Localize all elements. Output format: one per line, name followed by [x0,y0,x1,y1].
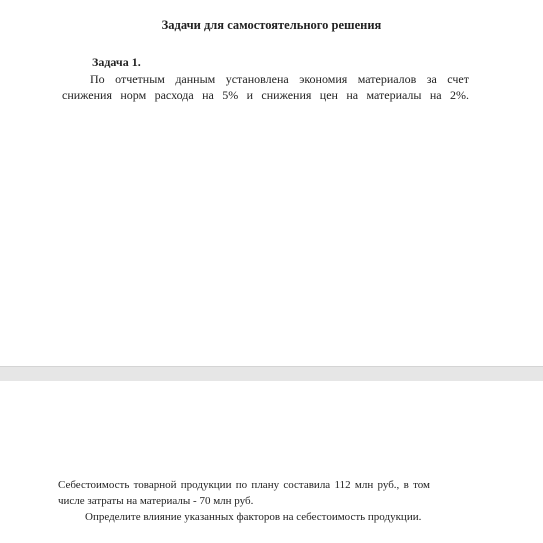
page-break-separator [0,366,543,382]
task-paragraph-1: По отчетным данным установлена экономия материалов за счет снижения норм расхода на 5% и снижения цен на материалы на 2%. [62,72,469,102]
document-page-2 [0,381,543,543]
page-title: Задачи для самостоятельного решения [161,18,382,32]
task-paragraph-2: Себестоимость товарной продукции по плану составила 112 млн руб., в том числе затраты на материалы - 70 млн руб. [58,479,430,507]
task-paragraph-3: Определите влияние указанных факторов на себестоимость продукции. [85,511,422,523]
task-heading: Задача 1. [92,55,141,69]
